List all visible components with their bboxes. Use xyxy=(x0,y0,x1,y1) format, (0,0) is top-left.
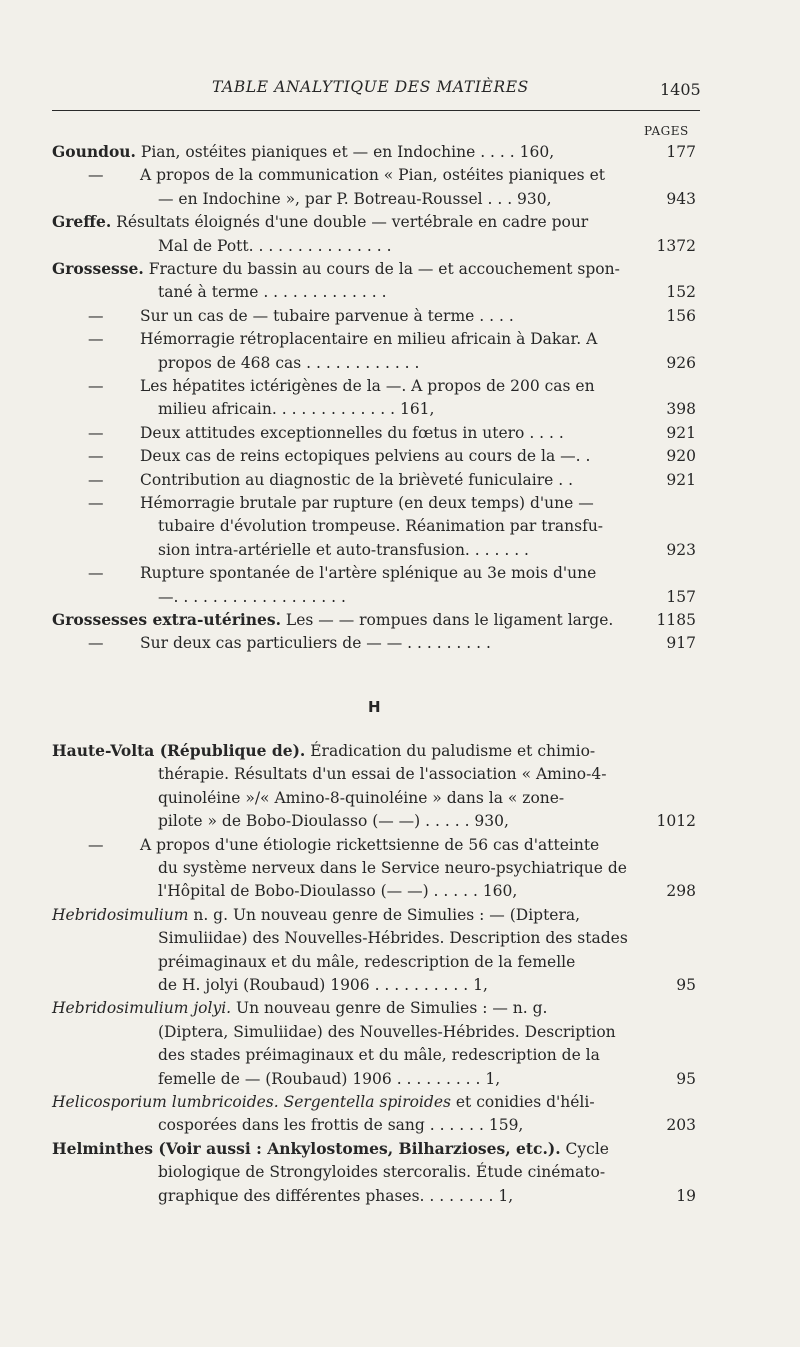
entry-heading-italic: Hebridosimulium xyxy=(52,905,189,924)
repeat-dash: — xyxy=(88,377,104,395)
page-ref: 156 xyxy=(666,306,696,325)
page-ref: 921 xyxy=(666,470,696,489)
entry-text: des stades préimaginaux et du mâle, redescription de la xyxy=(158,1046,600,1065)
page-ref: 926 xyxy=(666,353,696,372)
entry-text: propos de 468 cas . . . . . . . . . . . . xyxy=(158,353,420,372)
repeat-dash: — xyxy=(88,564,104,583)
entry-text: Un nouveau genre de Simulies : — n. g. xyxy=(231,999,548,1018)
entry-text: Hémorragie rétroplacentaire en milieu africain à Dakar. A xyxy=(140,330,598,349)
entry-text: préimaginaux et du mâle, redescription de la femelle xyxy=(158,952,576,971)
repeat-dash: — xyxy=(88,634,104,653)
repeat-dash: — xyxy=(88,447,104,466)
entry-text: l'Hôpital de Bobo-Dioulasso (— —) . . . . . 160, xyxy=(158,882,518,901)
section-letter-heading: H xyxy=(368,698,381,716)
page-ref: 95 xyxy=(676,1069,696,1088)
entry-text: graphique des différentes phases. . . . . . . . 1, xyxy=(158,1186,514,1205)
entry-text: thérapie. Résultats d'un essai de l'association « Amino-4- xyxy=(158,765,607,784)
entry-heading: Greffe. xyxy=(52,212,112,232)
entry-text: n. g. Un nouveau genre de Simulies : — (Diptera, xyxy=(188,905,581,924)
entry-text: Sur un cas de — tubaire parvenue à terme . . . . xyxy=(140,306,514,325)
entry-text: du système nerveux dans le Service neuro-psychiatrique de xyxy=(158,859,627,877)
entry-heading: Helminthes (Voir aussi : Ankylostomes, Bilharzioses, etc.). xyxy=(52,1138,561,1158)
entry-text: Fracture du bassin au cours de la — et accouchement spon- xyxy=(143,260,620,278)
entry-heading: Grossesse. xyxy=(52,259,144,278)
entry-text: Contribution au diagnostic de la brièveté funiculaire . . xyxy=(140,470,573,489)
repeat-dash: — xyxy=(88,330,104,349)
repeat-dash: — xyxy=(88,835,104,854)
page-ref: 921 xyxy=(666,423,696,442)
entry-text: Deux cas de reins ectopiques pelviens au cours de la —. . xyxy=(140,447,591,466)
pages-column-label: PAGES xyxy=(644,124,689,138)
entry-text: Hémorragie brutale par rupture (en deux temps) d'une — xyxy=(140,494,594,512)
entry-text: tané à terme . . . . . . . . . . . . . xyxy=(158,283,387,302)
repeat-dash: — xyxy=(88,166,104,185)
page-ref: 177 xyxy=(666,143,696,161)
entry-heading: Haute-Volta (République de). xyxy=(52,741,306,760)
page-ref: 298 xyxy=(666,882,696,901)
entry-text: Les hépatites ictérigènes de la —. A propos de 200 cas en xyxy=(140,377,595,395)
page-ref: 95 xyxy=(676,976,696,994)
entry-text: A propos d'une étiologie rickettsienne de 56 cas d'atteinte xyxy=(140,835,600,854)
entry-text: Deux attitudes exceptionnelles du fœtus in utero . . . . xyxy=(140,423,564,442)
page-ref: 1012 xyxy=(656,812,696,831)
running-title: TABLE ANALYTIQUE DES MATIÈRES xyxy=(212,78,529,96)
entry-text: pilote » de Bobo-Dioulasso (— —) . . . . . 930, xyxy=(158,812,509,831)
entry-text: Mal de Pott. . . . . . . . . . . . . . . xyxy=(158,236,392,255)
entry-text: et conidies d'héli- xyxy=(450,1093,595,1111)
page-ref: 398 xyxy=(666,400,696,419)
entry-text: Sur deux cas particuliers de — — . . . . . . . . . xyxy=(140,634,491,653)
page-ref: 920 xyxy=(666,447,696,466)
entry-text: Simuliidae) des Nouvelles-Hébrides. Description des stades xyxy=(158,929,628,948)
page-ref: 1185 xyxy=(656,611,696,629)
entry-text: Résultats éloignés d'une double — vertébrale en cadre pour xyxy=(111,213,589,232)
entry-text: A propos de la communication « Pian, ostéites pianiques et xyxy=(140,166,605,185)
entry-heading-italic: Hebridosimulium jolyi. xyxy=(52,999,232,1018)
entry-text: quinoléine »/« Amino-8-quinoléine » dans la « zone- xyxy=(158,788,565,807)
repeat-dash: — xyxy=(88,306,104,325)
entry-text: Les — — rompues dans le ligament large. xyxy=(281,611,614,629)
entry-text: Rupture spontanée de l'artère splénique au 3e mois d'une xyxy=(140,564,597,583)
entry-text: (Diptera, Simuliidae) des Nouvelles-Hébrides. Description xyxy=(158,1022,616,1041)
entry-heading: Goundou. xyxy=(52,142,136,161)
entry-heading-italic: Helicosporium lumbricoides. Sergentella spiroides xyxy=(52,1093,451,1111)
entry-text: biologique de Strongyloides stercoralis. Étude cinémato- xyxy=(158,1163,606,1182)
entry-text: de H. jolyi (Roubaud) 1906 . . . . . . . . . . 1, xyxy=(158,976,488,994)
entry-text: tubaire d'évolution trompeuse. Réanimation par transfu- xyxy=(158,517,604,536)
entry-text: — en Indochine », par P. Botreau-Roussel . . . 930, xyxy=(158,189,552,208)
entry-heading: Grossesses extra-utérines. xyxy=(52,610,281,629)
header-rule xyxy=(52,110,700,111)
page-ref: 157 xyxy=(666,587,696,606)
entry-text: Pian, ostéites pianiques et — en Indochine . . . . 160, xyxy=(135,143,555,161)
repeat-dash: — xyxy=(88,470,104,489)
page-ref: 923 xyxy=(666,540,696,559)
page-ref: 917 xyxy=(666,634,696,653)
page-ref: 152 xyxy=(666,283,696,302)
page-ref: 1372 xyxy=(656,236,696,255)
entry-text: sion intra-artérielle et auto-transfusion. . . . . . . xyxy=(158,540,529,559)
repeat-dash: — xyxy=(88,494,104,512)
entry-text: milieu africain. . . . . . . . . . . . . 161, xyxy=(158,400,435,419)
page-ref: 203 xyxy=(666,1116,696,1135)
entry-text: femelle de — (Roubaud) 1906 . . . . . . . . . 1, xyxy=(158,1069,501,1088)
repeat-dash: — xyxy=(88,423,104,442)
entry-text: —. . . . . . . . . . . . . . . . . . xyxy=(158,587,346,606)
page-ref: 943 xyxy=(666,189,696,208)
entry-text: cosporées dans les frottis de sang . . . . . . 159, xyxy=(158,1116,524,1135)
page-ref: 19 xyxy=(676,1186,696,1205)
entry-text: Cycle xyxy=(560,1139,609,1158)
entry-text: Éradication du paludisme et chimio- xyxy=(305,742,596,760)
page-number: 1405 xyxy=(660,80,701,99)
